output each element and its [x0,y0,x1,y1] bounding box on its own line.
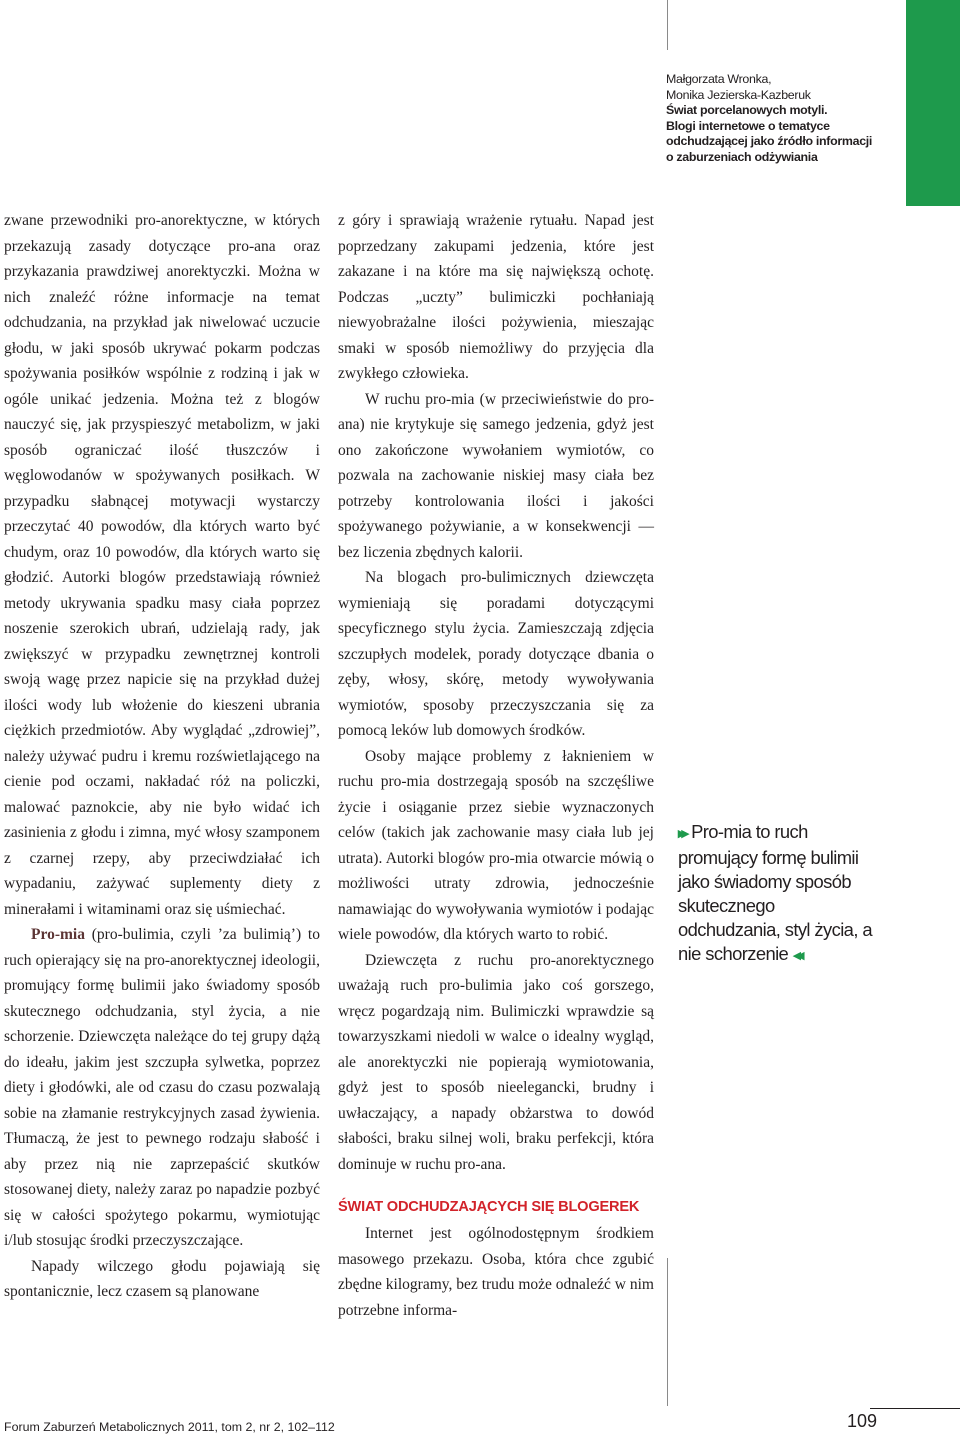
page-number: 109 [847,1411,878,1431]
left-paragraph-1: zwane przewodniki pro-anorektyczne, w których przekazują zasady dotyczące pro-ana oraz przykazania prawdziwej anorektyczki. Można w nich znaleźć różne informacje na temat odchudzania, na przykład jak niwelować uczucie głodu, w jaki sposób ukrywać pokarm podczas spożywania posiłków wspólnie z rodziną i jak w ogóle unikać jedzenia. Można też z blogów nauczyć się, jak przyspieszyć metabolizm, w jaki sposób ograniczać ilość tłuszczów i węglowodanów w spożywanych posiłkach. W przypadku słabnącej motywacji wystarczy przeczytać 40 powodów, dla których warto być chudym, oraz 10 powodów, dla których warto się głodzić. Autorki blogów przedstawiają również metody ukrywania spadku masy ciała poprzez noszenie szerokich ubrań, udzielają rady, jak zwiększyć w przypadku zewnętrznej kontroli swoją wagę przez napicie się na przykład dużej ilości wody lub włożenie do kieszeni ubrania ciężkich przedmiotów. Aby wyglądać „zdrowiej”, należy używać pudru i kremu rozświetlającego na cienie pod oczami, nakładać róż na policzki, malować paznokcie, aby nie było widać ich zasinienia z głodu i zimna, myć włosy szamponem z czarnej rzepy, aby przeciwdziałać ich wypadaniu, zażywać suplementy diety z minerałami i witaminami oraz się uśmiechać. [4,212,320,918]
left-paragraph-3: Napady wilczego głodu pojawiają się spontanicznie, lecz czasem są planowane [4,1257,320,1300]
footer-rule [870,1408,960,1409]
green-accent-block [906,0,960,206]
middle-text-column [338,208,654,1323]
middle-paragraph-4: Osoby mające problemy z łaknieniem w ruchu pro-mia dostrzegają sposób na szczęśliwe życie i osiąganie przez siebie wyznaczonych celów (takich jak zachowanie masy ciała lub jej utrata). Autorki blogów pro-mia otwarcie mówią o możliwości utraty zdrowia, jednocześnie namawiając do wywoływania wymiotów i podając wiele powodów, dla których warto to robić. [338,747,654,943]
middle-paragraph-1: z góry i sprawiają wrażenie rytuału. Napad jest poprzedzany zakupami jedzenia, które jest zakazane i na które ma się największą ochotę. Podczas „uczty” bulimiczki pochłaniają niewyobrażalne ilości pożywienia, mieszając smaki w sposób niemożliwy do przyjęcia dla zwykłego człowieka. [338,212,654,382]
left-paragraph-2 [4,922,320,1254]
left-text-column [4,208,320,1305]
header-authors-line2: Monika Jezierska-Kazberuk [666,87,811,102]
middle-paragraph-2: W ruchu pro-mia (w przeciwieństwie do pro-ana) nie krytykuje się samego jedzenia, gdyż jest ono zakończone wywołaniem wymiotów, co pozwala na zachowanie niskiej masy ciała bez potrzeby kontrolowania ilości i jakości spożywanego pożywianie, a w konsekwencji — bez liczenia zbędnych kalorii. [338,390,654,561]
header-title-line1: Świat porcelanowych motyli. [666,103,828,118]
section-heading: ŚWIAT ODCHUDZAJĄCYCH SIĘ BLOGEREK [338,1199,640,1215]
header-title-line4: o zaburzeniach odżywiania [666,149,818,164]
middle-paragraph-6: Internet jest ogólnodostępnym środkiem masowego przekazu. Osoba, która chce zgubić zbędne kilogramy, bez trudu może odnaleźć w nim potrzebne informa- [338,1225,654,1319]
journal-footer: Forum Zaburzeń Metabolicznych 2011, tom 2, nr 2, 102–112 [4,1420,335,1434]
pull-quote-text: Pro-mia to ruch promujący formę bulimii jako świadomy sposób skutecznego odchudzania, styl życia, a nie schorzenie [678,821,872,964]
left-paragraph-2-text: (pro-bulimia, czyli ’za bulimią’) to ruch opierający się na pro-anorektycznej ideologii, promujący formę bulimii jako świadomy sposób skutecznego odchudzania, styl życia, a nie schorzenie. Dziewczęta należące do tej grupy dążą do ideału, jakim jest szczupła sylwetka, poprzez diety i głodówki, ale od czasu do czasu pozwalają sobie na złamanie restrykcyjnych zasad żywienia. Tłumaczą, że jest to pewnego rodzaju słabość i aby przez nią nie zaprzepaścić skutków stosowanej diety, należy zaraz po napadzie pozbyć się w całości spożytego pokarmu, wymiotując i/lub stosując środki przeczyszczające. [4,926,320,1249]
side-rule [667,1258,668,1406]
running-header [666,72,902,166]
quote-open-icon: ▸▸ [678,825,686,842]
header-rule [667,0,668,50]
middle-paragraph-3: Na blogach pro-bulimicznych dziewczęta wymieniają się poradami dotyczącymi specyficznego stylu życia. Zamieszczają zdjęcia szczupłych modelek, porady dotyczące dbania o zęby, włosy, skórę, metody wywoływania wymiotów, sposoby przeczyszczania się za pomocą leków lub domowych środków. [338,569,654,739]
term-pro-mia: Pro-mia [31,926,85,943]
pull-quote [678,820,878,968]
header-title-line3: odchudzającej jako źródło informacji [666,134,873,149]
header-title-line2: Blogi internetowe o tematyce [666,118,830,133]
header-authors-line1: Małgorzata Wronka, [666,72,772,86]
middle-paragraph-5: Dziewczęta z ruchu pro-anorektycznego uważają ruch pro-bulimia jako coś gorszego, wręcz pogardzają nim. Bulimiczki wprawdzie są towarzyszkami niedoli w walce o idealny wygląd, ale anorektyczki nie popierają wymiotowania, gdyż jest to sposób nieelegancki, brudny i uwłaczający, a napady obżarstwa to dowód słabości, braku silnej woli, braku perfekcji, która dominuje w ruchu pro-ana. [338,951,654,1173]
quote-close-icon: ◂◂ [793,947,801,964]
